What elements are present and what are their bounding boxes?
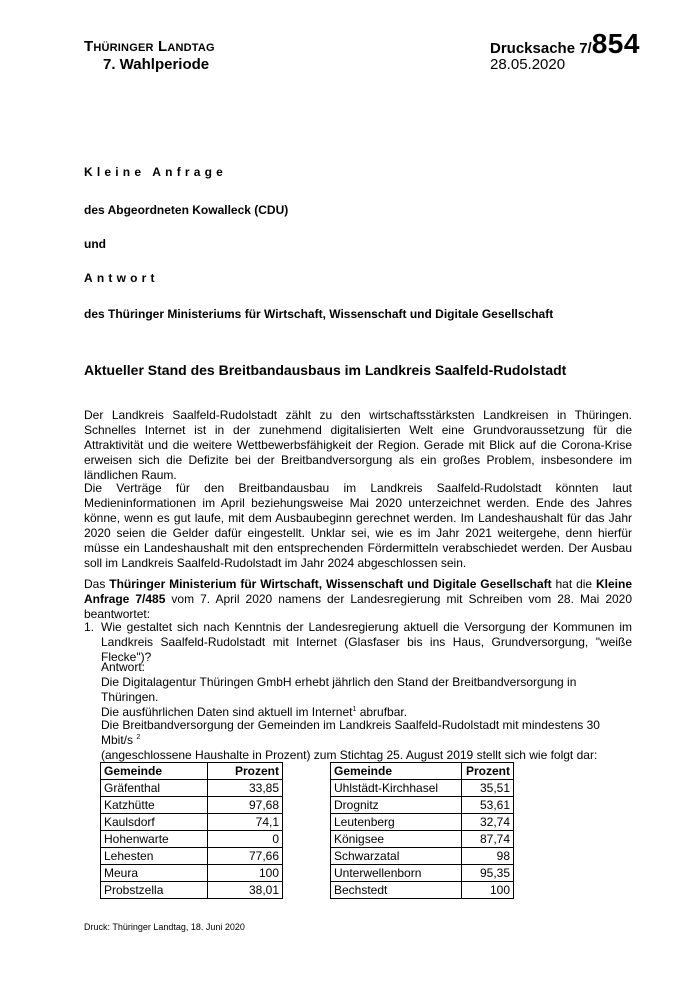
percent-cell: 77,66 [208, 848, 283, 865]
paragraph-3-text [84, 577, 632, 622]
print-footer: Druck: Thüringer Landtag, 18. Juni 2020 [84, 922, 245, 932]
paragraph-2 [84, 481, 632, 571]
municipality-cell: Königsee [331, 831, 462, 848]
percent-cell: 74,1 [208, 814, 283, 831]
table-row [101, 882, 283, 899]
p3-ministry: Thüringer Ministerium für Wirtschaft, Wissenschaft und Digitale Gesellschaft [109, 577, 552, 591]
document-date: 28.05.2020 [490, 56, 566, 73]
table-row [101, 848, 283, 865]
municipality-cell: Schwarzatal [331, 848, 462, 865]
p3-part-a: Das [84, 577, 110, 591]
coverage-table-left [100, 762, 283, 899]
table-row [331, 780, 514, 797]
answer-1-line-2-a: Die ausführlichen Daten sind aktuell im Internet [101, 705, 353, 719]
municipality-cell: Drognitz [331, 797, 462, 814]
percent-cell: 53,61 [462, 797, 514, 814]
footnote-2-marker: 2 [136, 734, 141, 741]
answer-2-line-2: (angeschlossene Haushalte in Prozent) zum Stichtag 25. August 2019 stellt sich wie folgt dar: [101, 748, 598, 762]
table-row [101, 831, 283, 848]
answer-1 [101, 660, 632, 720]
column-header-prozent: Prozent [462, 763, 514, 780]
table-row [331, 865, 514, 882]
footnote-1-marker: 1 [352, 706, 357, 713]
column-header-gemeinde: Gemeinde [101, 763, 208, 780]
municipality-cell: Uhlstädt-Kirchhasel [331, 780, 462, 797]
percent-cell: 100 [462, 882, 514, 899]
percent-cell: 100 [208, 865, 283, 882]
table-row [101, 865, 283, 882]
table-row [331, 882, 514, 899]
answer-1-label: Antwort: [101, 660, 146, 674]
municipality-cell: Katzhütte [101, 797, 208, 814]
column-header-gemeinde: Gemeinde [331, 763, 462, 780]
table-row [331, 831, 514, 848]
answer-1-continued [101, 718, 632, 763]
municipality-cell: Leutenberg [331, 814, 462, 831]
inquiry-type: Kleine Anfrage [84, 165, 228, 179]
table-row [101, 780, 283, 797]
p3-request: Kleine Anfrage 7/485 [84, 577, 632, 606]
table-header-row [101, 763, 283, 780]
percent-cell: 87,74 [462, 831, 514, 848]
answer-heading: Antwort [84, 271, 159, 285]
answer-1-line-2-b: abrufbar. [356, 705, 408, 719]
municipality-cell: Probstzella [101, 882, 208, 899]
paragraph-1-text: Der Landkreis Saalfeld-Rudolstadt zählt zu den wirtschaftsstärksten Landkreisen in Thüringen. Schnelles Internet ist in der zunehmend digitalisierten Welt eine Grundvoraussetzung für die Attraktivität und die weitere Wettbewerbsfähigkeit der Region. Gerade mit Blick auf die Corona-Krise erweisen sich die Defizite bei der Breitbandversorgung als ein großes Problem, insbesondere im ländlichen Raum. [84, 408, 632, 482]
table-row [331, 848, 514, 865]
answer-1-line-1: Die Digitalagentur Thüringen GmbH erhebt jährlich den Stand der Breitbandversorgung in Thüringen. [101, 675, 577, 704]
percent-cell: 33,85 [208, 780, 283, 797]
answer-2-line-1-a: Die Breitbandversorgung der Gemeinden im Landkreis Saalfeld-Rudolstadt mit mindestens 30 Mbit/s [101, 718, 600, 747]
p3-part-c: vom 7. April 2020 namens der Landesregierung mit Schreiben vom 28. Mai 2020 beantwortet: [84, 592, 633, 621]
question-1-number: 1. [84, 620, 95, 634]
institution-name: Thüringer Landtag [84, 38, 215, 55]
paragraph-1 [84, 408, 632, 483]
question-1 [84, 620, 632, 665]
document-label: Drucksache 7/ [490, 40, 592, 57]
percent-cell: 98 [462, 848, 514, 865]
municipality-cell: Unterwellenborn [331, 865, 462, 882]
paragraph-2-text: Die Verträge für den Breitbandausbau im Landkreis Saalfeld-Rudolstadt könnten laut Medieninformationen im April beziehungsweise Mai 2020 unterzeichnet werden. Ende des Jahres könne, wenn es gut laufe, mit dem Ausbaubeginn gerechnet werden. Im Landeshaushalt für das Jahr 2020 seien die Gelder dafür eingestellt. Unklar sei, wie es im Jahr 2021 weitergehe, denn hierfür müsse ein Landeshaushalt mit den entsprechenden Fördermitteln verabschiedet werden. Der Ausbau soll im Landkreis Saalfeld-Rudolstadt im Jahr 2024 abgeschlossen sein. [84, 481, 632, 570]
legislative-period: 7. Wahlperiode [103, 56, 210, 73]
answer-2-line-1 [101, 718, 632, 748]
municipality-cell: Kaulsdorf [101, 814, 208, 831]
percent-cell: 38,01 [208, 882, 283, 899]
municipality-cell: Hohenwarte [101, 831, 208, 848]
municipality-cell: Gräfenthal [101, 780, 208, 797]
table-row [101, 797, 283, 814]
conjunction: und [84, 237, 106, 251]
document-number-value: 854 [591, 28, 640, 59]
percent-cell: 97,68 [208, 797, 283, 814]
municipality-cell: Meura [101, 865, 208, 882]
percent-cell: 95,35 [462, 865, 514, 882]
municipality-cell: Lehesten [101, 848, 208, 865]
percent-cell: 0 [208, 831, 283, 848]
percent-cell: 32,74 [462, 814, 514, 831]
paragraph-3 [84, 577, 632, 622]
subject-title: Aktueller Stand des Breitbandausbaus im Landkreis Saalfeld-Rudolstadt [84, 362, 567, 378]
question-1-text: Wie gestaltet sich nach Kenntnis der Landesregierung aktuell die Versorgung der Kommunen im Landkreis Saalfeld-Rudolstadt mit Internet (Glasfaser bis ins Haus, Grundversorgung, "weiße Flecke")? [101, 620, 632, 664]
inquiry-author: des Abgeordneten Kowalleck (CDU) [84, 203, 289, 217]
coverage-table-right [330, 762, 514, 899]
answering-ministry: des Thüringer Ministeriums für Wirtschaft, Wissenschaft und Digitale Gesellschaft [84, 307, 554, 321]
percent-cell: 35,51 [462, 780, 514, 797]
table-row [331, 797, 514, 814]
p3-part-b: hat die [551, 577, 596, 591]
municipality-cell: Bechstedt [331, 882, 462, 899]
column-header-prozent: Prozent [208, 763, 283, 780]
table-row [101, 814, 283, 831]
table-header-row [331, 763, 514, 780]
table-row [331, 814, 514, 831]
